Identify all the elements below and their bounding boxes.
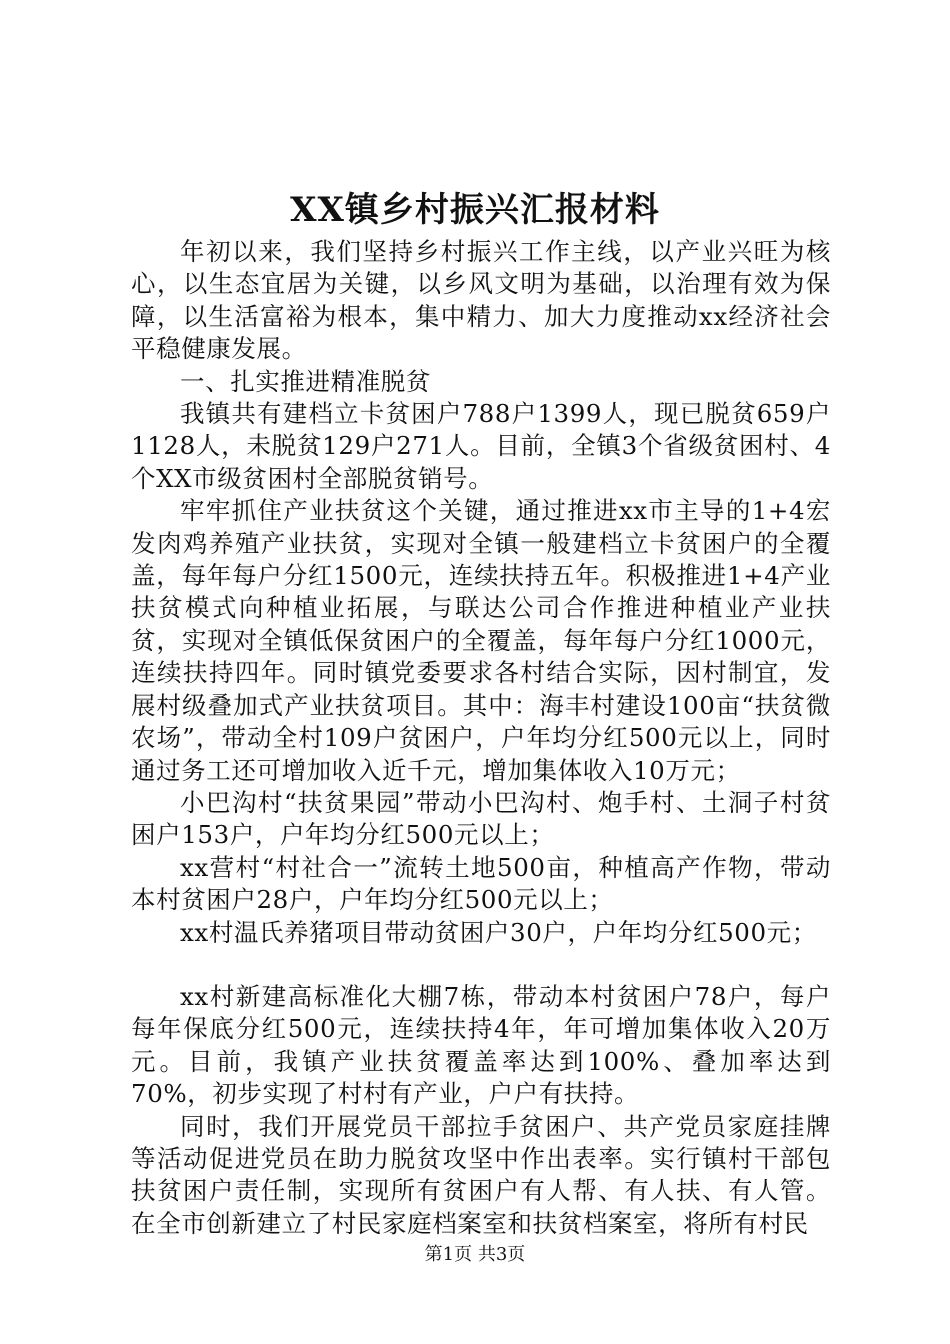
page-footer: 第1页 共3页 [424,1244,526,1265]
paragraph-pig-project: xx村温氏养猪项目带动贫困户30户，户年均分红500元； [180,917,817,947]
document-body [131,236,831,1240]
paragraph-party-members: 同时，我们开展党员干部拉手贫困户、共产党员家庭挂牌等活动促进党员在助力脱贫攻坚中作出表率。实行镇村干部包扶贫困户责任制，实现所有贫困户有人帮、有人扶、有人管。在全市创新建立了村民家庭档案室和扶贫档案室，将所有村民 [131,1111,831,1238]
paragraph-cooperative: xx营村“村社合一”流转土地500亩，种植高产作物，带动本村贫困户28户，户年均分红500元以上； [131,852,831,915]
paragraph-greenhouse: xx村新建高标准化大棚7栋，带动本村贫困户78户，每户每年保底分红500元，连续扶持4年，年可增加集体收入20万元。目前，我镇产业扶贫覆盖率达到100%、叠加率达到70%，初步实现了村村有产业，户户有扶持。 [131,981,831,1109]
paragraph-industry-poverty: 牢牢抓住产业扶贫这个关键，通过推进xx市主导的1+4宏发肉鸡养殖产业扶贫，实现对全镇一般建档立卡贫困户的全覆盖，每年每户分红1500元，连续扶持五年。积极推进1+4产业扶贫模式向种植业拓展，与联达公司合作推进种植业产业扶贫，实现对全镇低保贫困户的全覆盖，每年每户分红1000元，连续扶持四年。同时镇党委要求各村结合实际，因村制宜，发展村级叠加式产业扶贫项目。其中：海丰村建设100亩“扶贫微农场”，带动全村109户贫困户，户年均分红500元以上，同时通过务工还可增加收入近千元，增加集体收入10万元； [131,496,831,785]
paragraph-intro: 年初以来，我们坚持乡村振兴工作主线，以产业兴旺为核心，以生态宜居为关键，以乡风文明为基础，以治理有效为保障，以生活富裕为根本，集中精力、加大力度推动xx经济社会平稳健康发展。 [131,237,831,364]
paragraph-orchard: 小巴沟村“扶贫果园”带动小巴沟村、炮手村、土洞子村贫困户153户，户年均分红500元以上； [131,787,831,850]
section-heading: 一、扎实推进精准脱贫 [180,366,431,396]
paragraph-poverty-stats: 我镇共有建档立卡贫困户788户1399人，现已脱贫659户1128人，未脱贫129户271人。目前，全镇3个省级贫困村、4个XX市级贫困村全部脱贫销号。 [131,399,831,493]
document-title: XX镇乡村振兴汇报材料 [290,190,660,230]
